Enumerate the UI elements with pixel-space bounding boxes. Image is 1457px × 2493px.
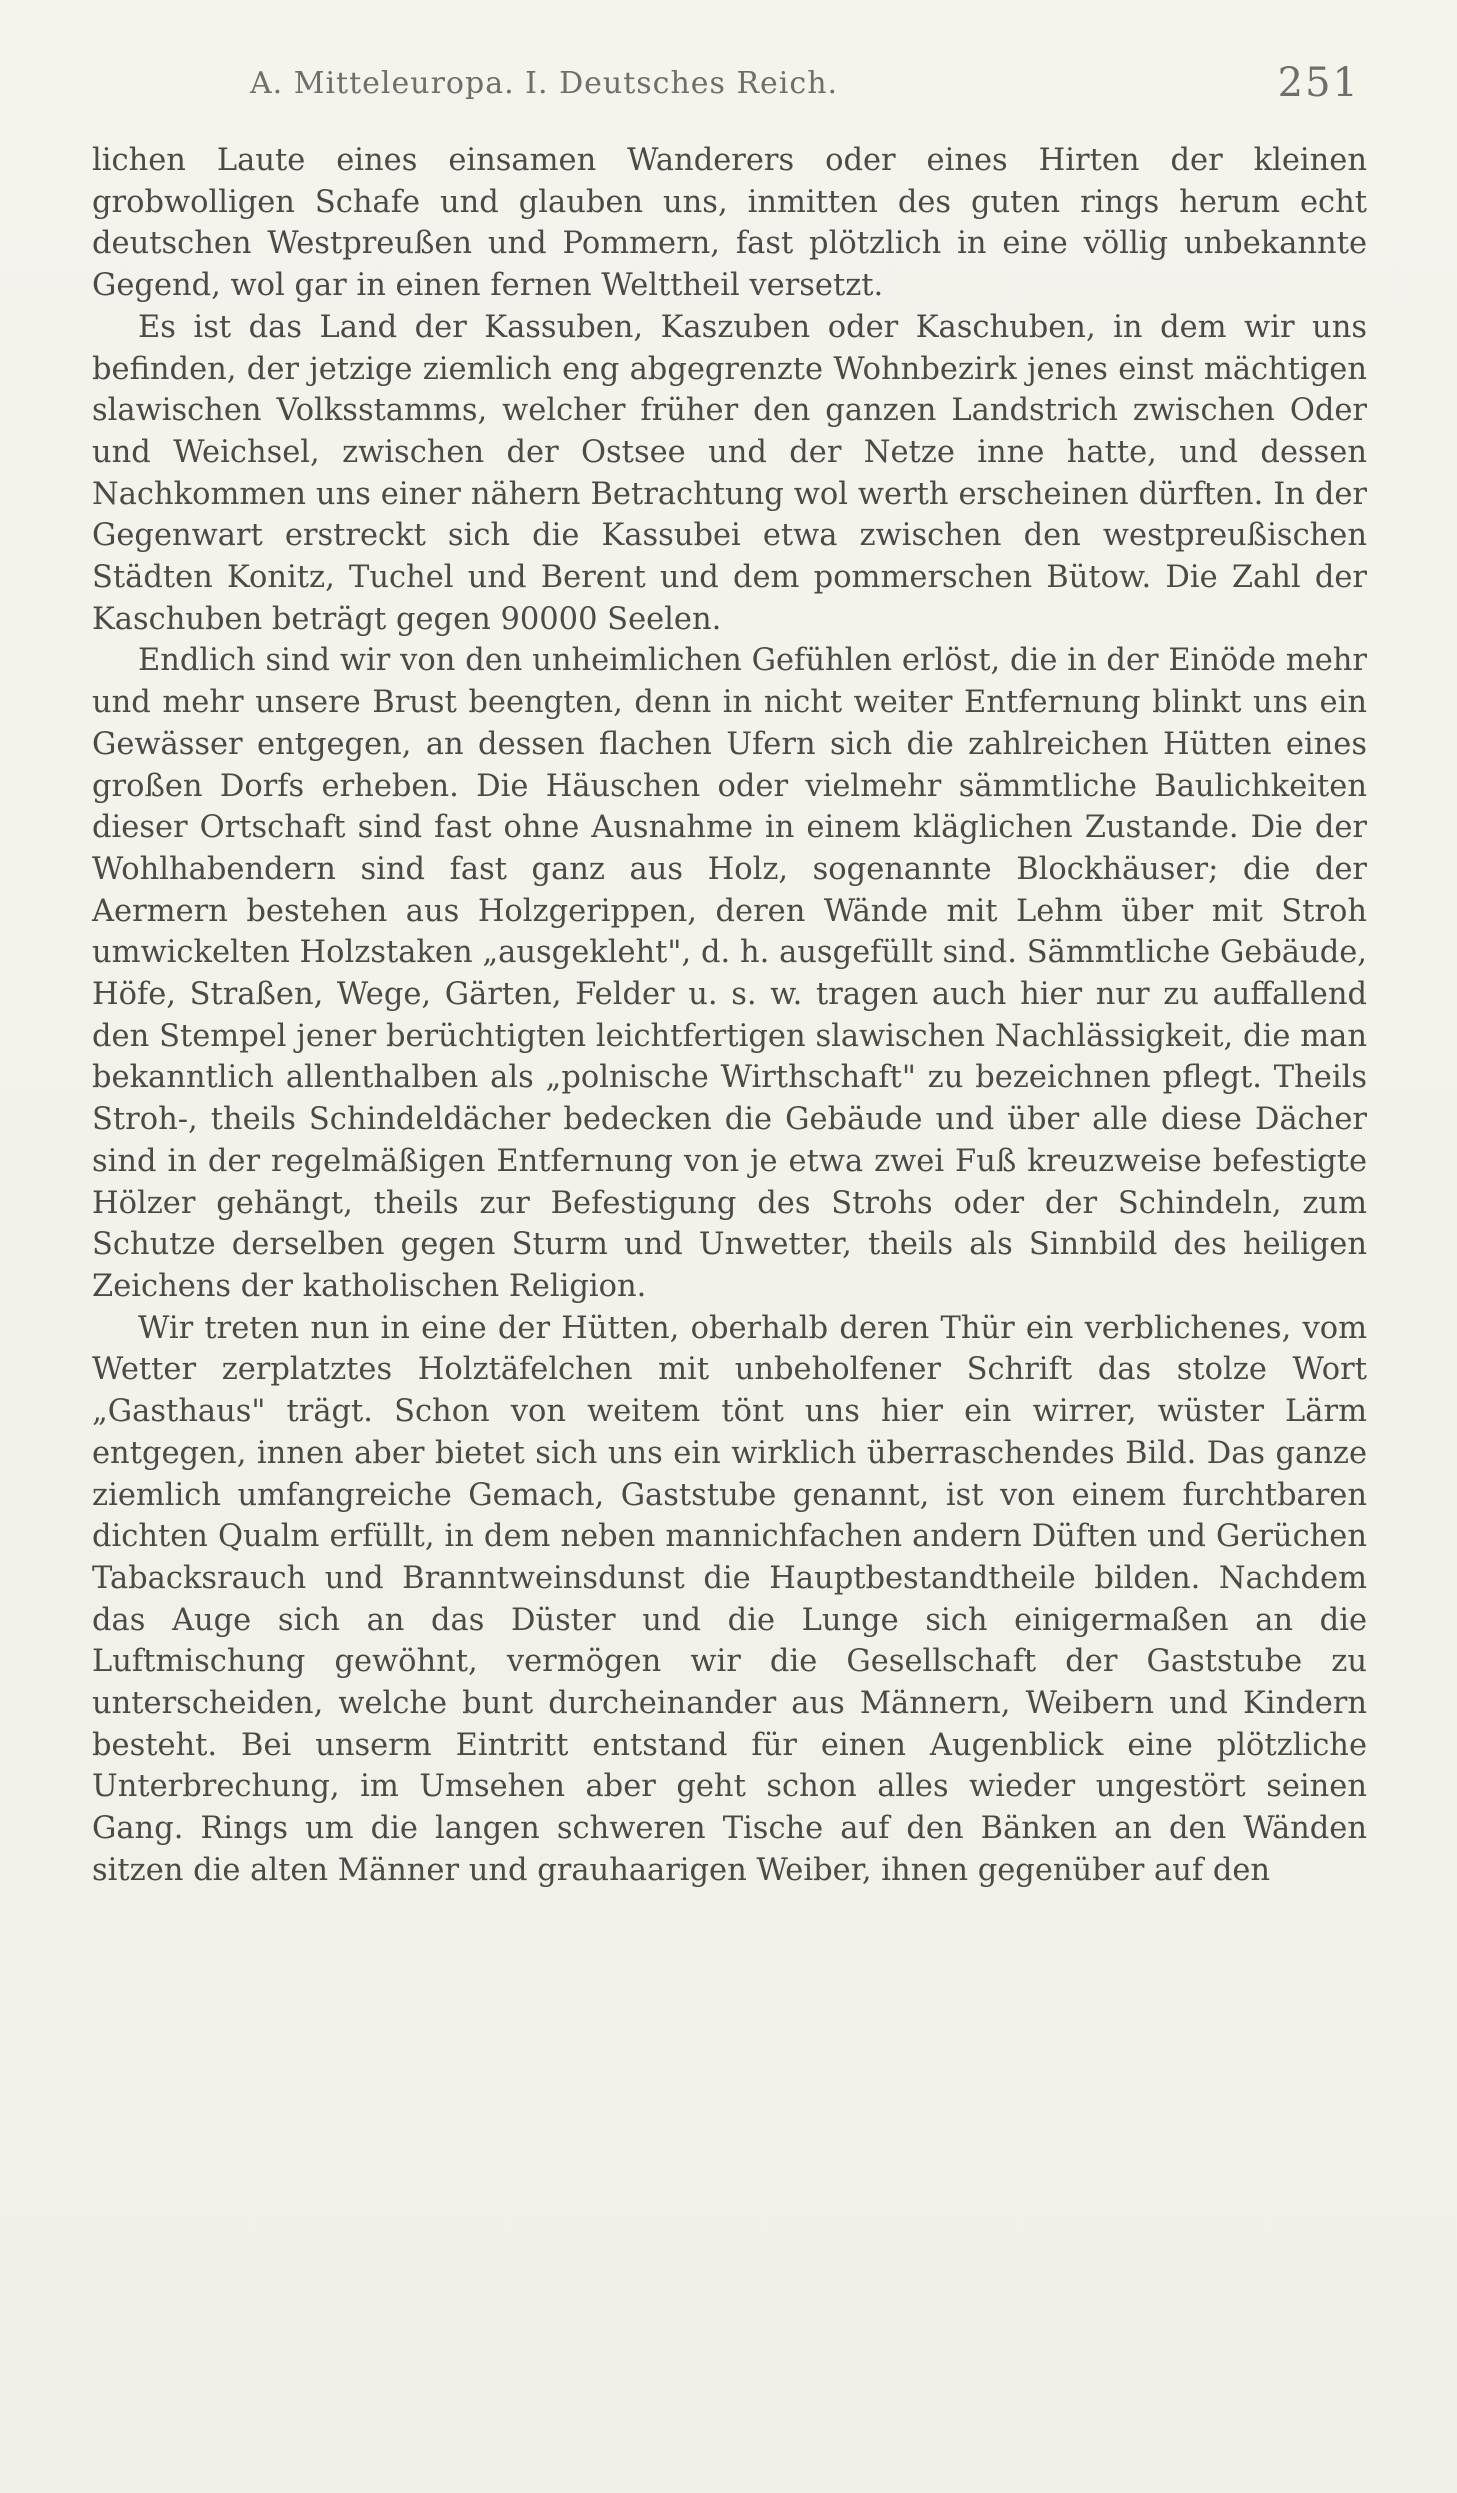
body-text <box>92 140 1367 1892</box>
paragraph-2: Es ist das Land der Kassuben, Kaszuben oder Kaschuben, in dem wir uns befinden, der jetzige ziemlich eng abgegrenzte Wohnbezirk jenes einst mächtigen slawischen Volksstamms, welcher früher den ganzen Landstrich zwischen Oder und Weichsel, zwischen der Ostsee und der Netze inne hatte, und dessen Nachkommen uns einer nähern Betrachtung wol werth erscheinen dürften. In der Gegenwart erstreckt sich die Kassubei etwa zwischen den westpreußischen Städten Konitz, Tuchel und Berent und dem pommerschen Bütow. Die Zahl der Kaschuben beträgt gegen 90000 Seelen. <box>92 309 1367 637</box>
page-header <box>130 56 1360 116</box>
paragraph-1: lichen Laute eines einsamen Wanderers oder eines Hirten der kleinen grobwolligen Schafe und glauben uns, inmitten des guten rings herum echt deutschen Westpreußen und Pommern, fast plötzlich in eine völlig unbekannte Gegend, wol gar in einen fernen Welttheil versetzt. <box>92 143 1367 304</box>
page-number: 251 <box>1277 60 1360 106</box>
running-title: A. Mitteleuropa. I. Deutsches Reich. <box>250 66 839 101</box>
paragraph-4: Wir treten nun in eine der Hütten, oberhalb deren Thür ein verblichenes, vom Wetter zerplatztes Holztäfelchen mit unbeholfener Schrift das stolze Wort „Gasthaus" trägt. Schon von weitem tönt uns hier ein wirrer, wüster Lärm entgegen, innen aber bietet sich uns ein wirklich überraschendes Bild. Das ganze ziemlich umfangreiche Gemach, Gaststube genannt, ist von einem furchtbaren dichten Qualm erfüllt, in dem neben mannichfachen andern Düften und Gerüchen Tabacksrauch und Branntweinsdunst die Hauptbestandtheile bilden. Nachdem das Auge sich an das Düster und die Lunge sich einigermaßen an die Luftmischung gewöhnt, vermögen wir die Gesellschaft der Gaststube zu unterscheiden, welche bunt durcheinander aus Männern, Weibern und Kindern besteht. Bei unserm Eintritt entstand für einen Augenblick eine plötzliche Unterbrechung, im Umsehen aber geht schon alles wieder ungestört seinen Gang. Rings um die langen schweren Tische auf den Bänken an den Wänden sitzen die alten Männer und grauhaarigen Weiber, ihnen gegenüber auf den <box>92 1310 1367 1888</box>
paragraph-3: Endlich sind wir von den unheimlichen Gefühlen erlöst, die in der Einöde mehr und mehr unsere Brust beengten, denn in nicht weiter Entfernung blinkt uns ein Gewässer entgegen, an dessen flachen Ufern sich die zahlreichen Hütten eines großen Dorfs erheben. Die Häuschen oder vielmehr sämmtliche Baulichkeiten dieser Ortschaft sind fast ohne Ausnahme in einem kläglichen Zustande. Die der Wohlhabendern sind fast ganz aus Holz, sogenannte Blockhäuser; die der Aermern bestehen aus Holzgerippen, deren Wände mit Lehm über mit Stroh umwickelten Holzstaken „ausgekleht", d. h. ausgefüllt sind. Sämmtliche Gebäude, Höfe, Straßen, Wege, Gärten, Felder u. s. w. tragen auch hier nur zu auffallend den Stempel jener berüchtigten leichtfertigen slawischen Nachlässigkeit, die man bekanntlich allenthalben als „polnische Wirthschaft" zu bezeichnen pflegt. Theils Stroh-, theils Schindeldächer bedecken die Gebäude und über alle diese Dächer sind in der regelmäßigen Entfernung von je etwa zwei Fuß kreuzweise befestigte Hölzer gehängt, theils zur Befestigung des Strohs oder der Schindeln, zum Schutze derselben gegen Sturm und Unwetter, theils als Sinnbild des heiligen Zeichens der katholischen Religion. <box>92 643 1367 1304</box>
